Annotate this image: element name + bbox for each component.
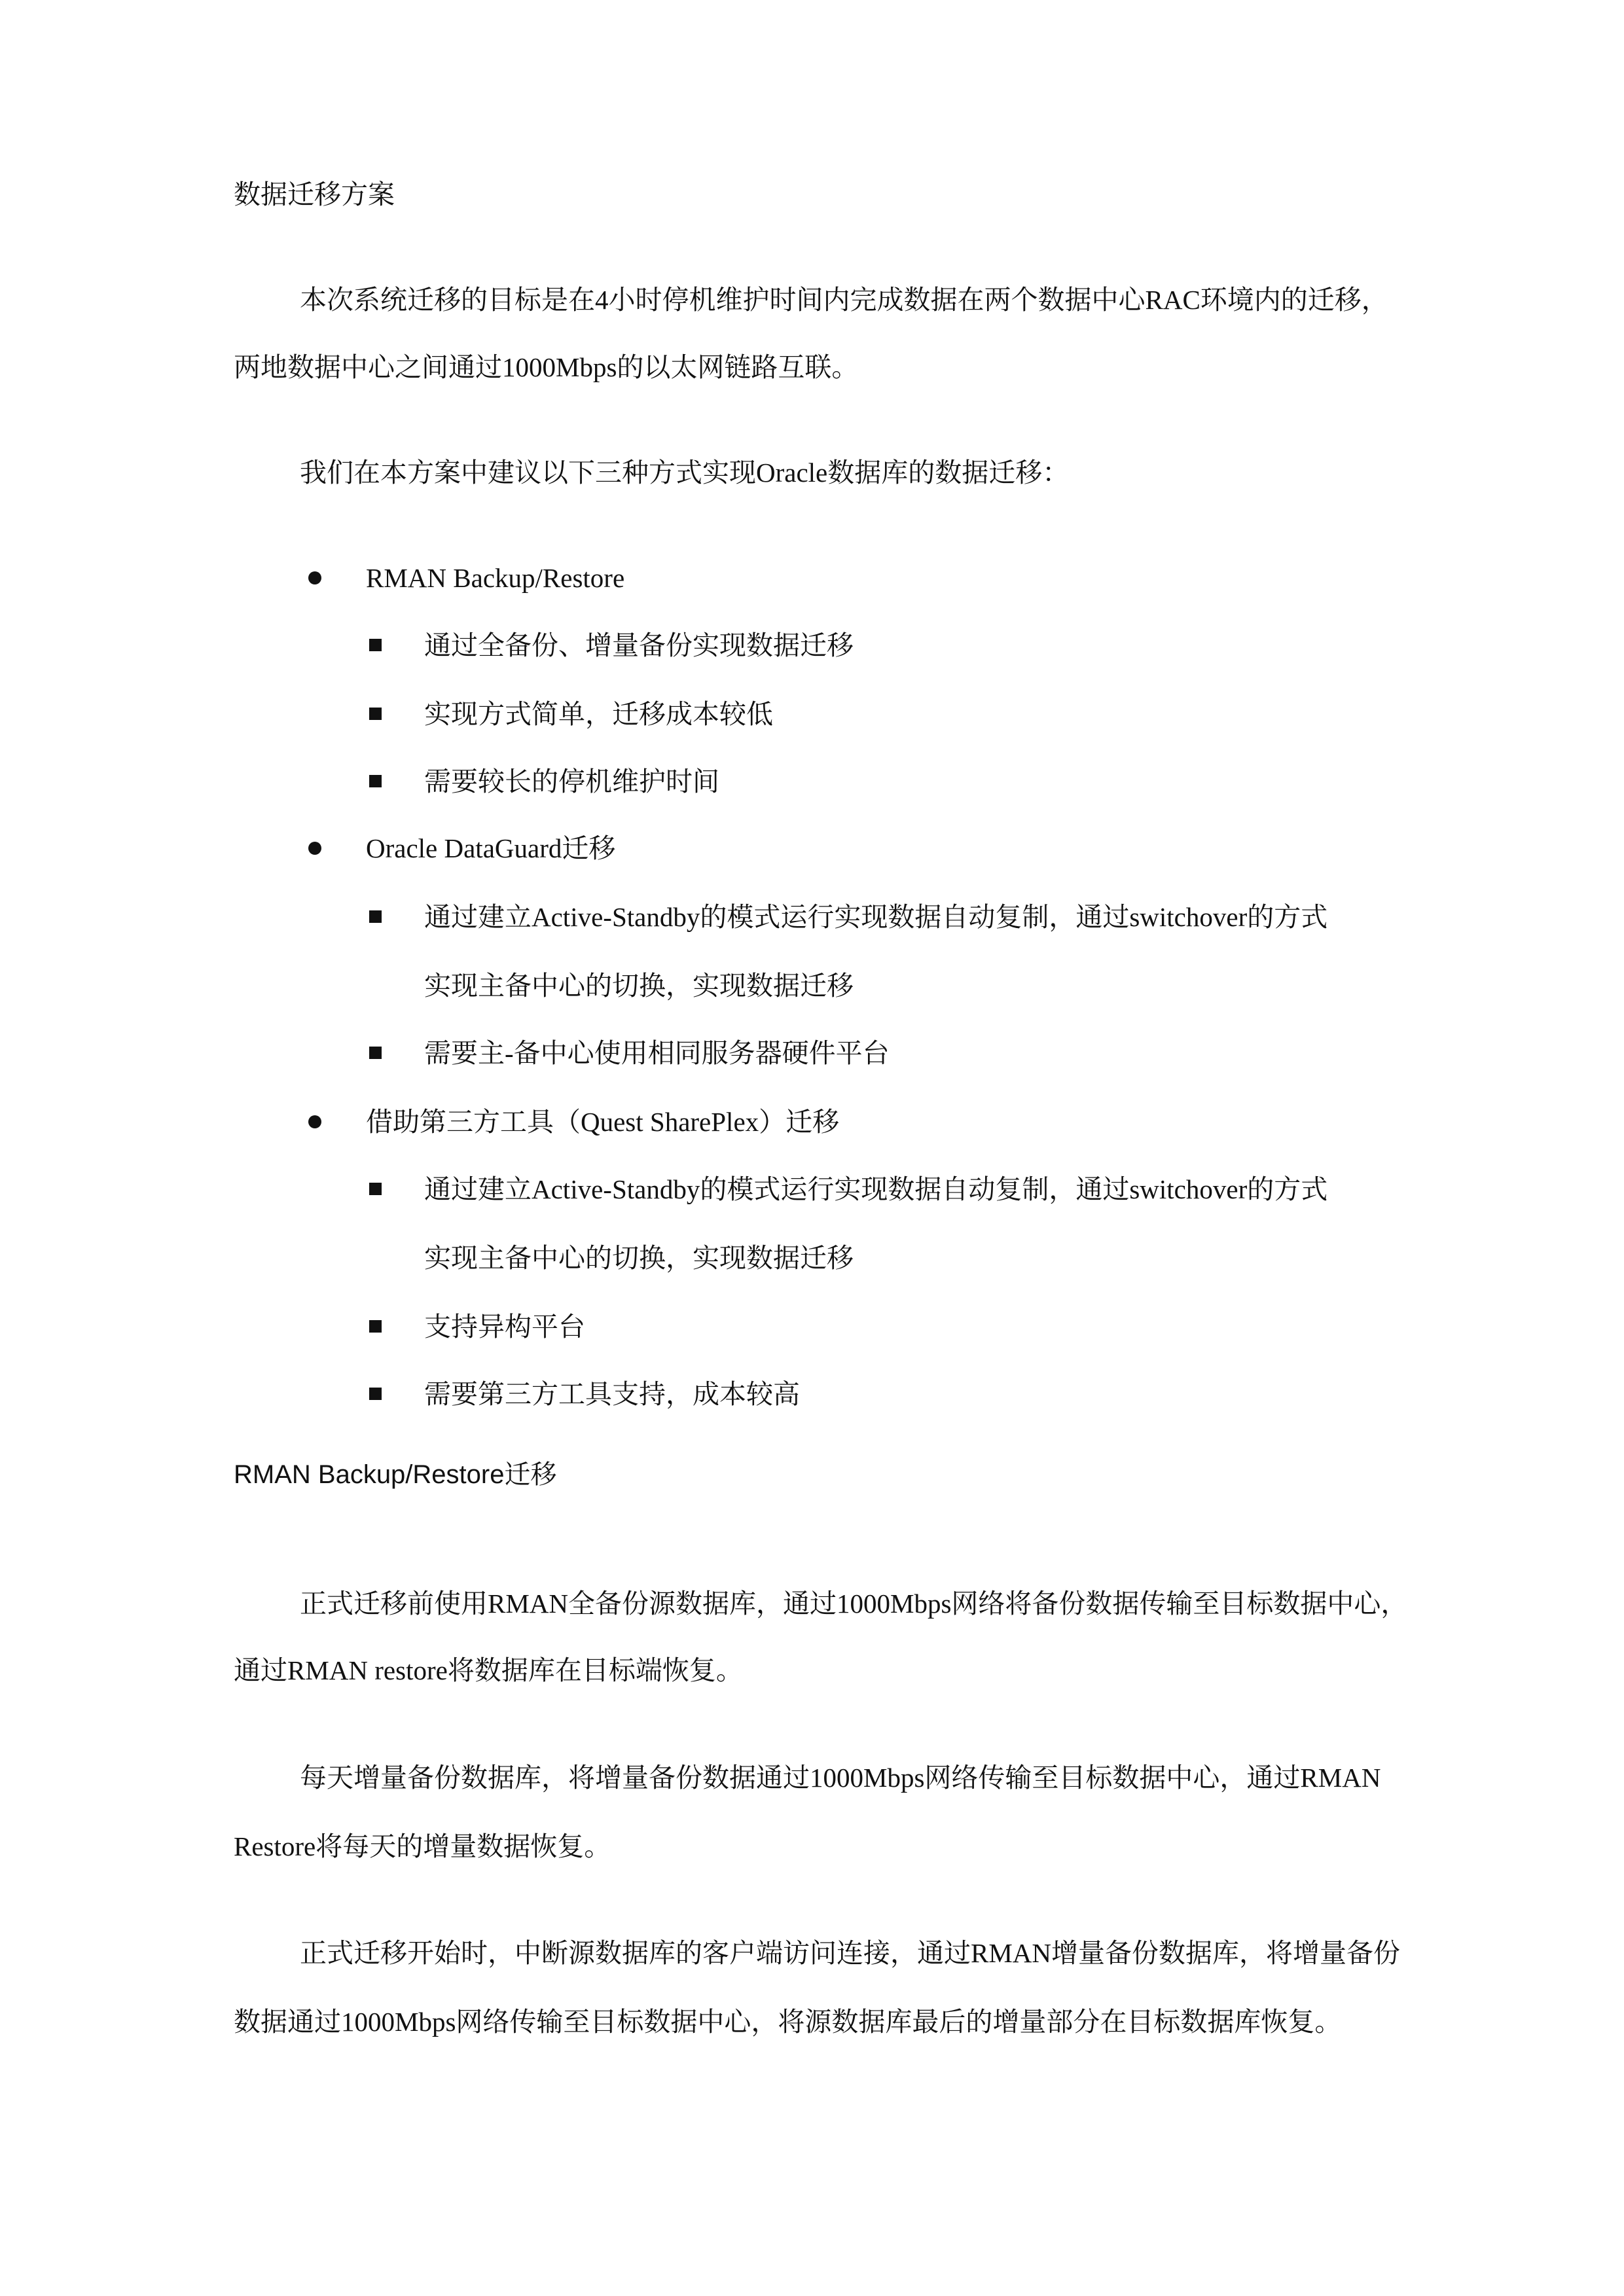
option-item: 通过建立Active-Standby的模式运行实现数据自动复制，通过switchover的方式 [424, 1174, 1328, 1204]
square-bullet-icon [369, 910, 382, 923]
square-bullet-icon [369, 1388, 382, 1400]
option-item-continued: 实现主备中心的切换，实现数据迁移 [424, 1243, 854, 1273]
option-item: 支持异构平台 [424, 1312, 585, 1342]
option-label: Oracle DataGuard迁移 [366, 833, 616, 863]
option-label: 借助第三方工具（Quest SharePlex）迁移 [366, 1107, 840, 1137]
option-item: 需要较长的停机维护时间 [424, 766, 719, 797]
intro-paragraph-2: 我们在本方案中建议以下三种方式实现Oracle数据库的数据迁移： [300, 457, 1070, 488]
square-bullet-icon [369, 639, 382, 651]
paragraph-line: 通过RMAN restore将数据库在目标端恢复。 [234, 1655, 743, 1685]
option-item: 通过全备份、增量备份实现数据迁移 [424, 630, 854, 660]
square-bullet-icon [369, 775, 382, 787]
square-bullet-icon [369, 1320, 382, 1333]
option-item: 实现方式简单，迁移成本较低 [424, 699, 773, 729]
option-item: 需要第三方工具支持，成本较高 [424, 1379, 800, 1409]
section-heading: RMAN Backup/Restore迁移 [234, 1460, 557, 1489]
bullet-icon [308, 842, 321, 855]
option-label: RMAN Backup/Restore [366, 563, 625, 593]
paragraph-line: 正式迁移前使用RMAN全备份源数据库，通过1000Mbps网络将备份数据传输至目标数据中心， [300, 1588, 1408, 1619]
bullet-icon [308, 1115, 321, 1128]
paragraph-line: 每天增量备份数据库，将增量备份数据通过1000Mbps网络传输至目标数据中心，通过RMAN [300, 1763, 1381, 1793]
document-title: 数据迁移方案 [234, 179, 395, 209]
paragraph-line: 数据通过1000Mbps网络传输至目标数据中心，将源数据库最后的增量部分在目标数据库恢复。 [234, 2007, 1342, 2037]
option-item: 需要主-备中心使用相同服务器硬件平台 [424, 1038, 890, 1068]
square-bullet-icon [369, 708, 382, 720]
square-bullet-icon [369, 1047, 382, 1059]
intro-paragraph-line: 两地数据中心之间通过1000Mbps的以太网链路互联。 [234, 352, 859, 382]
bullet-icon [308, 571, 321, 584]
paragraph-line: 正式迁移开始时，中断源数据库的客户端访问连接，通过RMAN增量备份数据库，将增量备份 [300, 1938, 1401, 1968]
square-bullet-icon [369, 1183, 382, 1195]
option-item-continued: 实现主备中心的切换，实现数据迁移 [424, 971, 854, 1001]
intro-paragraph-line: 本次系统迁移的目标是在4小时停机维护时间内完成数据在两个数据中心RAC环境内的迁移， [300, 285, 1388, 315]
option-item: 通过建立Active-Standby的模式运行实现数据自动复制，通过switchover的方式 [424, 902, 1328, 932]
paragraph-line: Restore将每天的增量数据恢复。 [234, 1831, 611, 1861]
